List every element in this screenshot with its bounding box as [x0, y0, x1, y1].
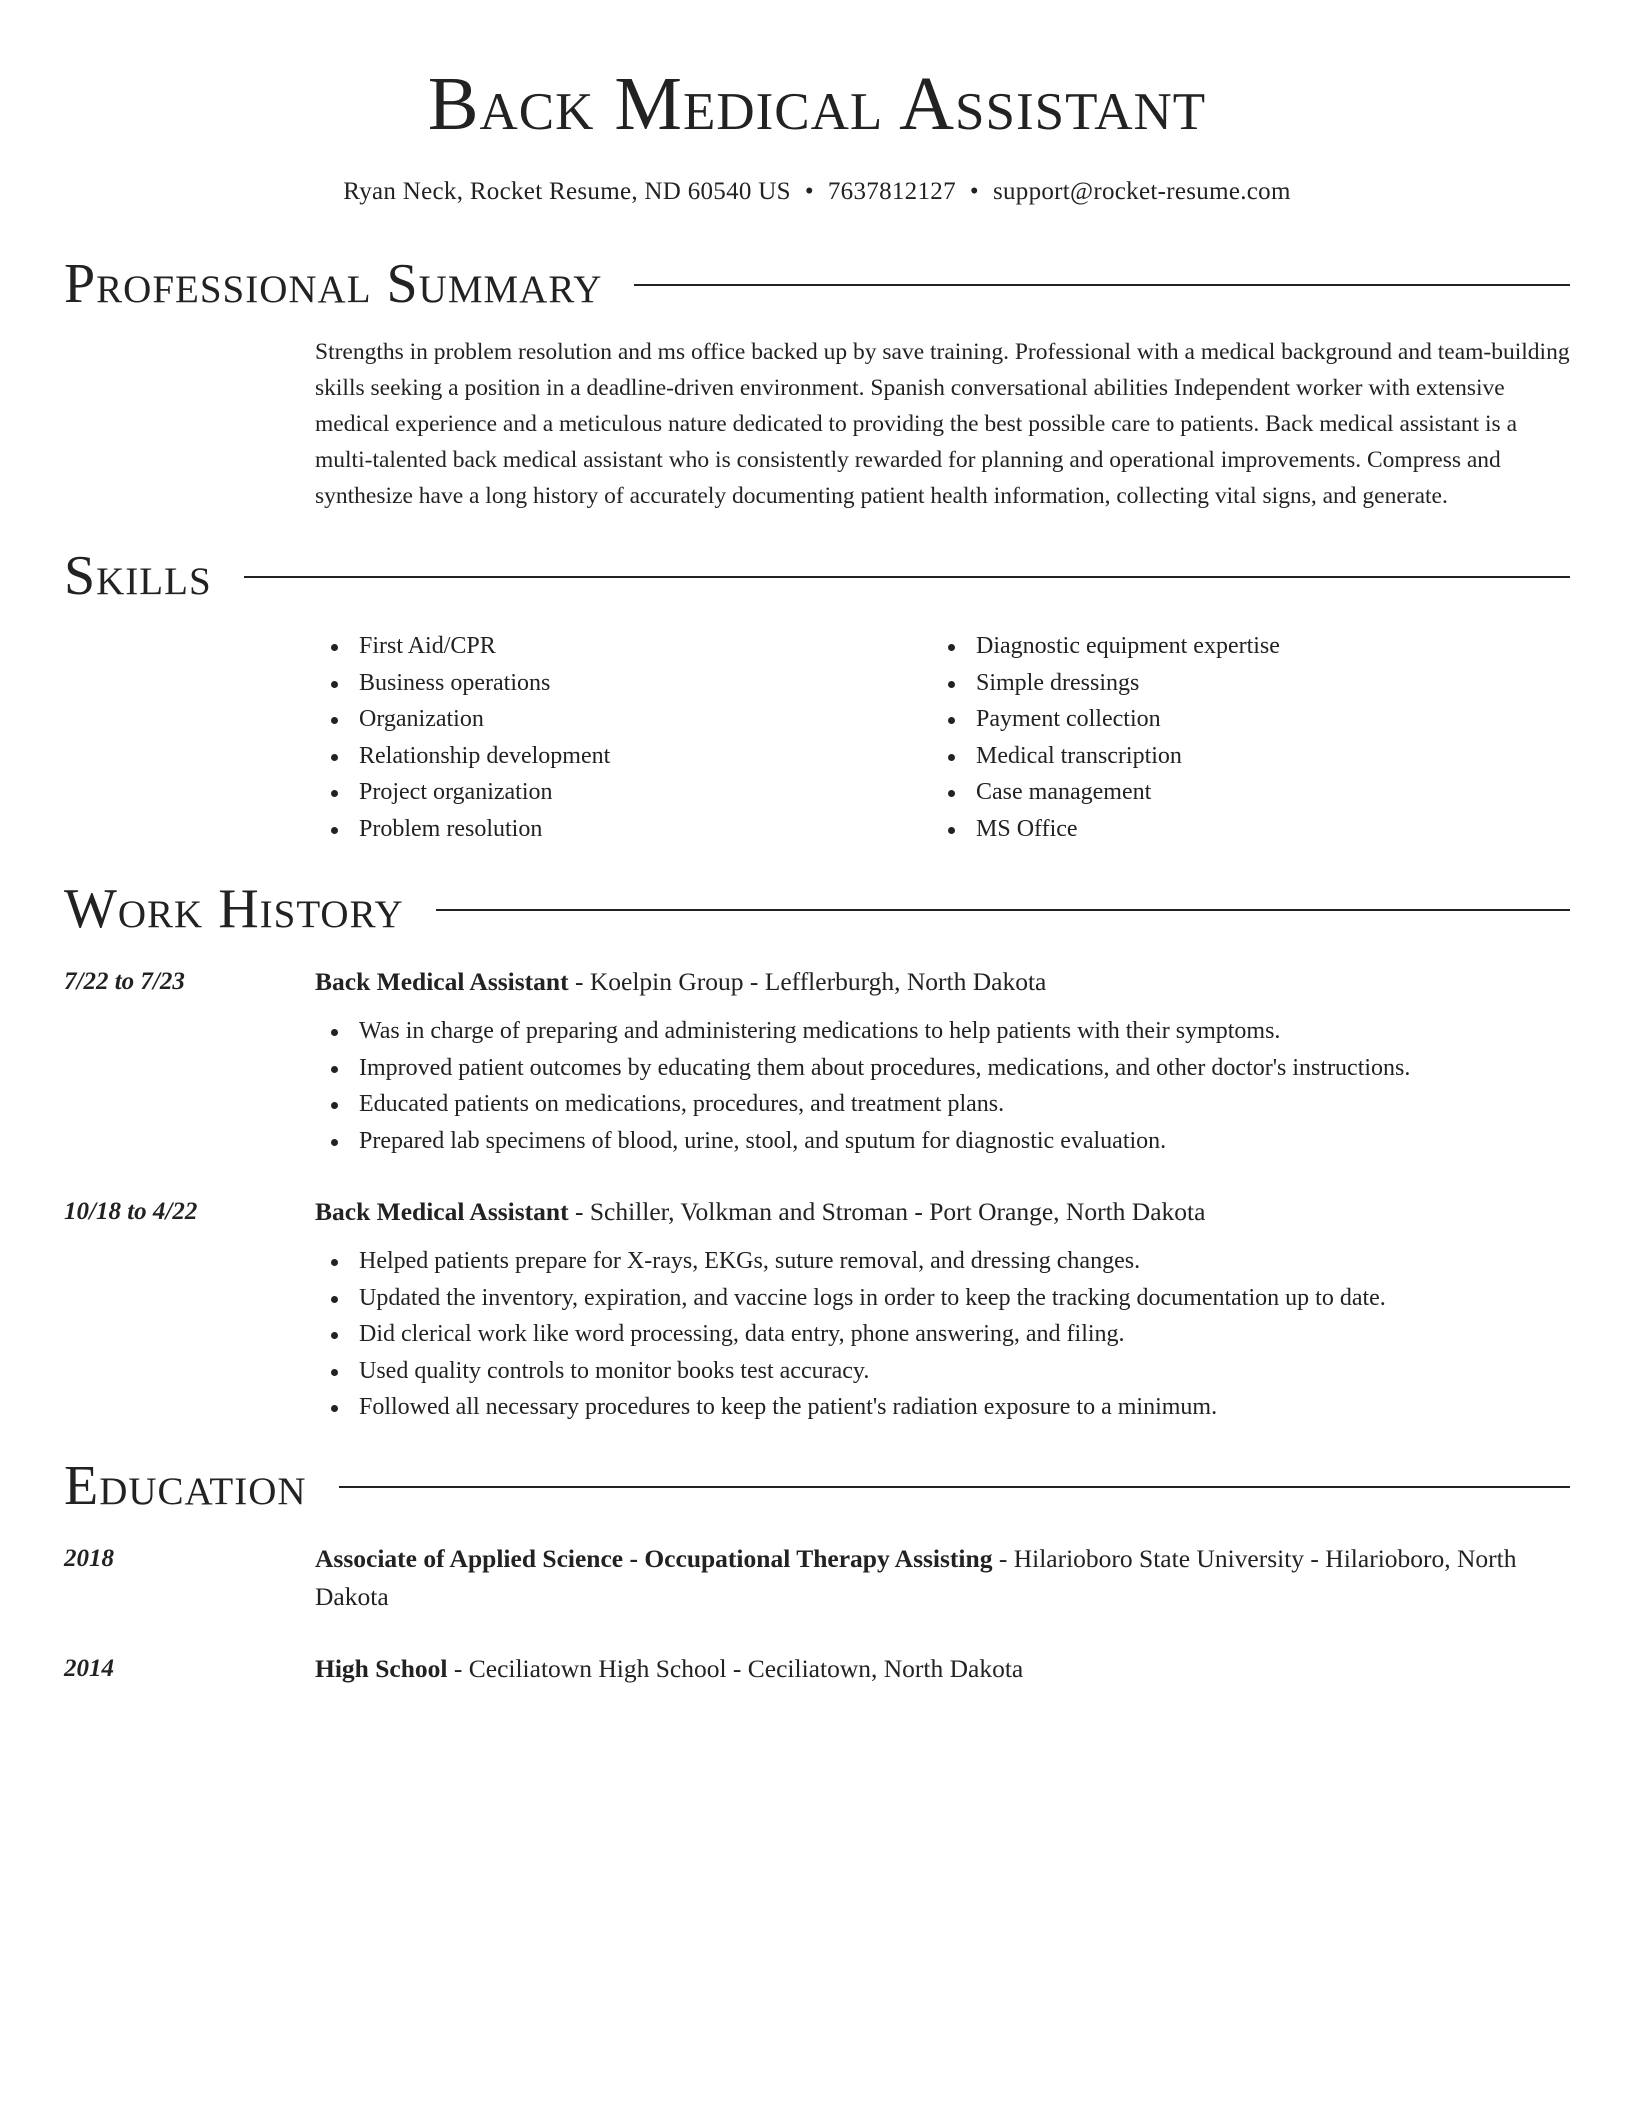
skill-item: Case management [932, 774, 1549, 811]
job-title: Back Medical Assistant [315, 1197, 569, 1226]
education-entry [64, 1540, 1570, 1616]
degree-title: Associate of Applied Science - Occupational Therapy Assisting [315, 1543, 993, 1573]
education-body [315, 1540, 1570, 1616]
summary-section-header [64, 252, 1570, 316]
address: Ryan Neck, Rocket Resume, ND 60540 US [343, 178, 791, 205]
section-divider [244, 576, 1570, 578]
job-dates: 10/18 to 4/22 [64, 1198, 198, 1225]
section-divider [634, 284, 1570, 286]
education-list [64, 1540, 1570, 1688]
skill-item: Business operations [315, 665, 932, 702]
job-entry [64, 963, 1570, 1159]
job-duty: Helped patients prepare for X-rays, EKGs, suture removal, and dressing changes. [315, 1243, 1570, 1280]
work-heading: Work History [64, 878, 404, 940]
education-headline [315, 1650, 1570, 1688]
job-title: Back Medical Assistant [315, 967, 569, 996]
skill-item: Project organization [315, 774, 932, 811]
job-entry [64, 1193, 1570, 1426]
degree-title: High School [315, 1653, 448, 1683]
job-employer: - Schiller, Volkman and Stroman - Port Orange, North Dakota [568, 1197, 1206, 1226]
job-headline [315, 963, 1570, 1001]
job-duty: Followed all necessary procedures to keep the patient's radiation exposure to a minimum. [315, 1389, 1570, 1426]
summary-text: Strengths in problem resolution and ms office backed up by save training. Professional with a medical background and team-building skills seeking a position in a deadline-driven environment. Spanish conversational abilities Independent worker with extensive medical experience and a meticulous nature dedicated to providing the best possible care to patients. Back medical assistant is a multi-talented back medical assistant who is consistently rewarded for planning and operational improvements. Compress and synthesize have a long history of accurately documenting patient health information, collecting vital signs, and generate. [315, 339, 1570, 509]
skill-item: MS Office [932, 811, 1549, 848]
section-divider [339, 1486, 1570, 1488]
skills-list [315, 628, 1570, 847]
contact-separator: • [969, 178, 979, 205]
skills-section-header [64, 544, 1570, 608]
education-body [315, 1650, 1570, 1688]
skill-item: Medical transcription [932, 738, 1549, 775]
job-duties [315, 1243, 1570, 1426]
job-body [315, 1193, 1570, 1426]
school-details: - Ceciliatown High School - Ceciliatown, North Dakota [447, 1653, 1024, 1683]
job-body [315, 963, 1570, 1159]
candidate-name: Back Medical Assistant [427, 62, 1207, 146]
skills-column-left [315, 628, 932, 847]
phone-number: 7637812127 [827, 178, 956, 205]
skill-item: Organization [315, 701, 932, 738]
skill-item: Diagnostic equipment expertise [932, 628, 1549, 665]
job-duty: Did clerical work like word processing, data entry, phone answering, and filing. [315, 1316, 1570, 1353]
summary-heading: Professional Summary [64, 253, 603, 315]
job-employer: - Koelpin Group - Lefflerburgh, North Dakota [568, 967, 1047, 996]
job-duty: Improved patient outcomes by educating them about procedures, medications, and other doctor's instructions. [315, 1050, 1570, 1087]
work-section-header [64, 877, 1570, 941]
education-headline [315, 1540, 1570, 1616]
education-entry [64, 1650, 1570, 1688]
education-section-header [64, 1454, 1570, 1518]
contact-line [64, 176, 1570, 208]
job-duty: Prepared lab specimens of blood, urine, stool, and sputum for diagnostic evaluation. [315, 1123, 1570, 1160]
skills-heading: Skills [64, 545, 212, 607]
skill-item: Simple dressings [932, 665, 1549, 702]
skill-item: Payment collection [932, 701, 1549, 738]
job-duty: Used quality controls to monitor books test accuracy. [315, 1353, 1570, 1390]
skill-item: Problem resolution [315, 811, 932, 848]
education-heading: Education [64, 1454, 307, 1517]
education-year: 2014 [64, 1654, 114, 1682]
skills-column-right [932, 628, 1549, 847]
job-duties [315, 1013, 1570, 1159]
contact-separator: • [804, 178, 814, 205]
education-year: 2018 [64, 1544, 114, 1572]
school-details: - Hilarioboro State University - Hilarioboro, North Dakota [315, 1543, 1517, 1611]
skill-item: First Aid/CPR [315, 628, 932, 665]
job-dates: 7/22 to 7/23 [64, 968, 185, 995]
skill-item: Relationship development [315, 738, 932, 775]
job-duty: Educated patients on medications, procedures, and treatment plans. [315, 1086, 1570, 1123]
job-duty: Was in charge of preparing and administering medications to help patients with their symptoms. [315, 1013, 1570, 1050]
job-duty: Updated the inventory, expiration, and vaccine logs in order to keep the tracking documentation up to date. [315, 1280, 1570, 1317]
email-address: support@rocket-resume.com [992, 178, 1291, 205]
job-headline [315, 1193, 1570, 1231]
section-divider [436, 909, 1570, 911]
